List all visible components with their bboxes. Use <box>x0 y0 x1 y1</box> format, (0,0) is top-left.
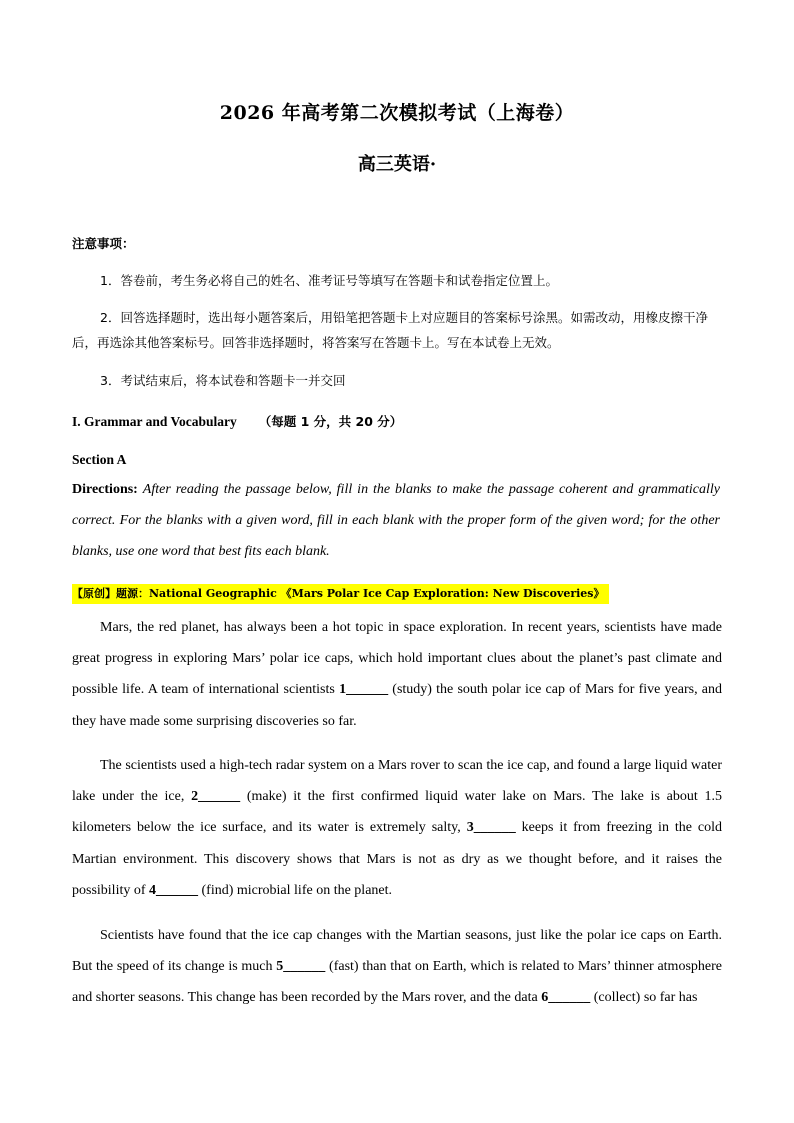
passage-text: Mars, the red planet, has always been a hot topic in space exploration. In recent years, scientists have made great progress in exploring Mars’ polar ice caps, which hold important clues about the planet’s past climate and possible life. A team of international scientists <box>72 620 722 698</box>
blank-2: 2______ <box>191 789 241 805</box>
notice-heading: 注意事项： <box>72 236 135 251</box>
directions-text: After reading the passage below, fill in the blanks to make the passage coherent and grammatically correct. For the blanks with a given word, fill in each blank with the proper form of the given word; for the other blanks, use one word that best fits each blank. <box>72 482 720 559</box>
passage-text: (make) it the first confirmed liquid water lake on Mars. The lake is about 1.5 kilometers below the ice surface, and its water is extremely salty, <box>72 789 722 836</box>
notice-item-3: 3．考试结束后，将本试卷和答题卡一并交回 <box>100 373 346 388</box>
blank-4: 4______ <box>149 882 199 898</box>
passage-text: (collect) so far has <box>590 990 698 1006</box>
blank-5: 5______ <box>276 959 326 975</box>
directions-label: Directions: <box>72 482 138 497</box>
notice-item-2: 2．回答选择题时，选出每小题答案后，用铅笔把答题卡上对应题目的答案标号涂黑。如需改动，用橡皮擦干净后，再选涂其他答案标号。回答非选择题时，将答案写在答题卡上。写在本试卷上无效。 <box>72 310 708 350</box>
passage-text: keeps it from freezing in the cold Martian environment. This discovery shows that Mars is not as dry as we thought before, and it raises the possibility of <box>72 820 722 898</box>
passage-text: Scientists have found that the ice cap changes with the Martian seasons, just like the polar ice caps on Earth. But the speed of its change is much <box>72 928 722 975</box>
exam-title: 2026 年高考第二次模拟考试（上海卷） <box>219 102 575 124</box>
blank-1: 1______ <box>339 682 389 698</box>
section-title: I. Grammar and Vocabulary <box>72 414 237 429</box>
section-heading <box>72 412 402 430</box>
section-points: （每题 1 分，共 20 分） <box>258 414 403 429</box>
blank-3: 3______ <box>466 820 516 836</box>
passage-text: (fast) than that on Earth, which is related to Mars’ thinner atmosphere and shorter seasons. This change has been recorded by the Mars rover, and the data <box>72 959 722 1006</box>
passage-text: (study) the south polar ice cap of Mars for five years, and they have made some surprising discoveries so far. <box>72 682 723 729</box>
passage-text: The scientists used a high-tech radar system on a Mars rover to scan the ice cap, and found a large liquid water lake under the ice, <box>72 758 722 805</box>
passage-text: (find) microbial life on the planet. <box>198 882 393 898</box>
directions <box>72 474 720 567</box>
passage-paragraph-2 <box>72 750 722 906</box>
source-highlight: 【原创】题源：National Geographic 《Mars Polar Ice Cap Exploration: New Discoveries》 <box>72 584 609 604</box>
passage-paragraph-1 <box>72 612 722 737</box>
section-a-title: Section A <box>72 452 127 467</box>
blank-6: 6______ <box>541 990 591 1006</box>
notice-item-1: 1．答卷前，考生务必将自己的姓名、准考证号等填写在答题卡和试卷指定位置上。 <box>100 273 558 288</box>
exam-subtitle: 高三英语· <box>357 154 437 175</box>
passage-paragraph-3 <box>72 920 722 1014</box>
